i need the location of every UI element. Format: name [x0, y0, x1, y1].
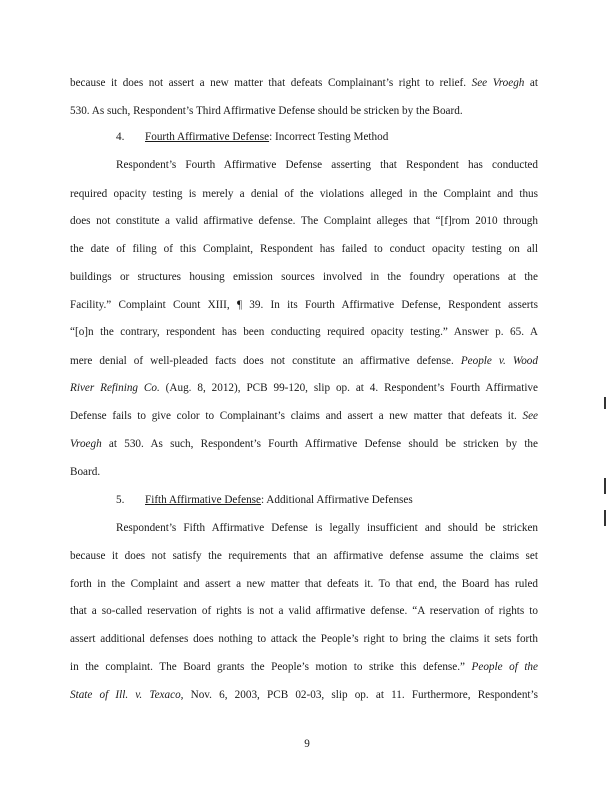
text-line — [70, 577, 538, 591]
text-segment: because it does not satisfy the requirements that an affirmative defense assume the claims set — [70, 550, 538, 562]
text-line — [70, 298, 538, 312]
section-heading — [116, 130, 538, 144]
text-line — [70, 632, 538, 646]
text-segment: at — [524, 77, 539, 89]
heading-title: Fifth Affirmative Defense — [145, 494, 261, 506]
text-line — [70, 604, 538, 618]
text-line — [70, 325, 538, 339]
text-segment: in the complaint. The Board grants the People’s motion to strike this defense.” — [70, 661, 472, 673]
citation-text: River Refining Co. — [70, 382, 160, 394]
text-line — [70, 660, 538, 674]
citation-text: See Vroegh — [471, 77, 525, 89]
text-line — [70, 76, 538, 90]
text-line — [70, 549, 538, 563]
text-segment: forth in the Complaint and assert a new matter that defeats it. To that end, the Board has ruled — [70, 578, 538, 590]
text-segment: required opacity testing is merely a denial of the violations alleged in the Complaint and thus — [70, 188, 538, 200]
text-segment: mere denial of well-pleaded facts does not constitute an affirmative defense. — [70, 355, 461, 367]
citation-text: Vroegh — [70, 438, 102, 450]
text-segment: 530. As such, Respondent’s Third Affirmative Defense should be stricken by the Board. — [70, 105, 463, 117]
text-segment: the date of filing of this Complaint, Respondent has failed to conduct opacity testing on all — [70, 243, 538, 255]
text-line — [70, 354, 538, 368]
scan-margin-mark — [604, 397, 606, 409]
heading-title: Fourth Affirmative Defense — [145, 131, 270, 143]
text-line — [70, 187, 538, 201]
citation-text: See — [522, 410, 538, 422]
citation-text: People of the — [471, 661, 538, 673]
text-line — [70, 688, 538, 702]
text-segment: : Additional Affirmative Defenses — [261, 494, 413, 506]
text-segment: that a so-called reservation of rights is not a valid affirmative defense. “A reservation of rights to — [70, 605, 538, 617]
text-line — [70, 381, 538, 395]
text-segment: Nov. 6, 2003, PCB 02-03, slip op. at 11. Furthermore, Respondent’s — [183, 689, 538, 701]
text-segment: at 530. As such, Respondent’s Fourth Affirmative Defense should be stricken by the — [101, 438, 538, 450]
text-segment: Board. — [70, 466, 101, 478]
text-segment: because it does not assert a new matter that defeats Complainant’s right to relief. — [70, 77, 472, 89]
citation-text: People v. Wood — [460, 355, 538, 367]
text-segment: “[o]n the contrary, respondent has been conducting required opacity testing.” Answer p. 65. A — [70, 326, 538, 338]
heading-number: 5. — [116, 494, 125, 506]
text-segment: buildings or structures housing emission sources involved in the foundry operations at the — [70, 271, 538, 283]
text-line — [70, 437, 538, 451]
text-segment: Facility.” Complaint Count XIII, ¶ 39. In its Fourth Affirmative Defense, Respondent asserts — [70, 299, 538, 311]
text-segment: Respondent’s Fifth Affirmative Defense is legally insufficient and should be stricken — [116, 522, 538, 534]
scan-margin-mark — [604, 478, 606, 494]
text-segment: Defense fails to give color to Complainant’s claims and assert a new matter that defeats it. — [70, 410, 523, 422]
text-line — [70, 104, 538, 118]
text-line — [70, 270, 538, 284]
text-segment: : Incorrect Testing Method — [269, 131, 389, 143]
text-line — [70, 465, 538, 479]
text-segment: does not constitute a valid affirmative defense. The Complaint alleges that “[f]rom 2010 through — [70, 215, 538, 227]
text-line — [116, 158, 538, 172]
text-segment: assert additional defenses does nothing to attack the People’s right to bring the claims it sets forth — [70, 633, 538, 645]
text-segment: (Aug. 8, 2012), PCB 99-120, slip op. at 4. Respondent’s Fourth Affirmative — [159, 382, 538, 394]
citation-text: State of Ill. v. Texaco, — [70, 689, 184, 701]
text-line — [70, 409, 538, 423]
text-line — [70, 242, 538, 256]
section-heading — [116, 493, 538, 507]
text-line — [116, 521, 538, 535]
scan-margin-mark — [604, 510, 606, 526]
text-line — [70, 214, 538, 228]
text-segment: Respondent’s Fourth Affirmative Defense asserting that Respondent has conducted — [116, 159, 538, 171]
heading-number: 4. — [116, 131, 125, 143]
page-number: 9 — [304, 738, 310, 750]
